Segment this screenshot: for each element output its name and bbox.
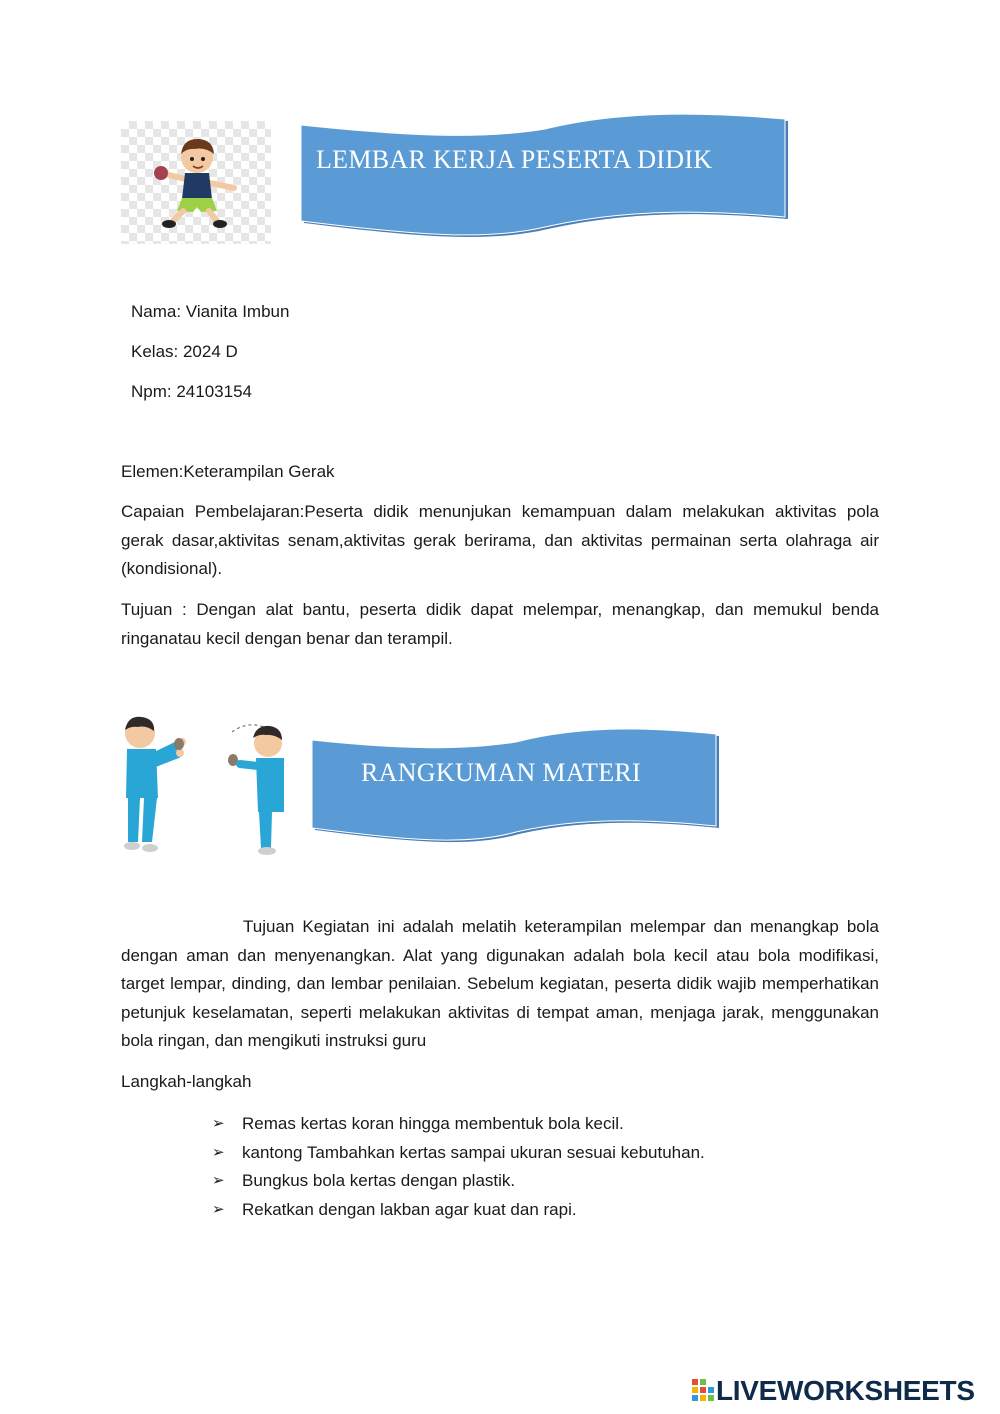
boy-throwing-illustration: [121, 121, 271, 244]
element-label: Elemen:Keterampilan Gerak: [121, 462, 335, 481]
liveworksheets-logo[interactable]: [692, 1376, 975, 1406]
arrow-bullet-icon: ➢: [212, 1172, 225, 1189]
step-text: Rekatkan dengan lakban agar kuat dan rapi.: [242, 1199, 577, 1219]
arrow-bullet-icon: ➢: [212, 1143, 225, 1161]
list-item: [212, 1110, 852, 1139]
list-item: [212, 1196, 852, 1225]
learning-outcome-paragraph: Capaian Pembelajaran:Peserta didik menunjukan kemampuan dalam melakukan aktivitas pola gerak dasar,aktivitas senam,aktivitas gerak berirama, dan aktivitas permainan serta olahraga air (kondisional).: [121, 502, 879, 578]
list-item: [212, 1167, 852, 1196]
step-text: Bungkus bola kertas dengan plastik.: [242, 1171, 516, 1190]
throwing-catching-illustration: [122, 716, 284, 858]
student-name: Nama: Vianita Imbun: [131, 302, 290, 321]
summary-banner: [309, 728, 725, 844]
student-class: Kelas: 2024 D: [131, 342, 238, 361]
step-text: kantong Tambahkan kertas sampai ukuran sesuai kebutuhan.: [242, 1142, 705, 1162]
liveworksheets-logo-icon: [692, 1379, 714, 1403]
steps-heading: Langkah-langkah: [121, 1072, 252, 1091]
summary-banner-text: RANGKUMAN MATERI: [361, 758, 641, 787]
list-item: [212, 1139, 852, 1168]
student-npm: Npm: 24103154: [131, 382, 252, 401]
arrow-bullet-icon: ➢: [212, 1115, 225, 1132]
summary-paragraph: Tujuan Kegiatan ini adalah melatih keterampilan melempar dan menangkap bola dengan aman dan menyenangkan. Alat yang digunakan adalah bola kecil atau bola modifikasi, target lempar, dinding, dan lembar penilaian. Sebelum kegiatan, peserta didik wajib memperhatikan petunjuk keselamatan, seperti melakukan aktivitas di tempat aman, menjaga jarak, menggunakan bola ringan, dan mengikuti instruksi guru: [121, 917, 879, 1050]
steps-list: [212, 1110, 852, 1224]
title-banner: [298, 113, 794, 240]
step-text: Remas kertas koran hingga membentuk bola kecil.: [242, 1114, 624, 1133]
title-banner-text: LEMBAR KERJA PESERTA DIDIK: [316, 145, 713, 174]
liveworksheets-brand-text: LIVEWORKSHEETS: [716, 1375, 975, 1406]
arrow-bullet-icon: ➢: [212, 1200, 225, 1218]
learning-objective-paragraph: Tujuan : Dengan alat bantu, peserta didik dapat melempar, menangkap, dan memukul benda ringanatau kecil dengan benar dan terampil.: [121, 600, 879, 648]
